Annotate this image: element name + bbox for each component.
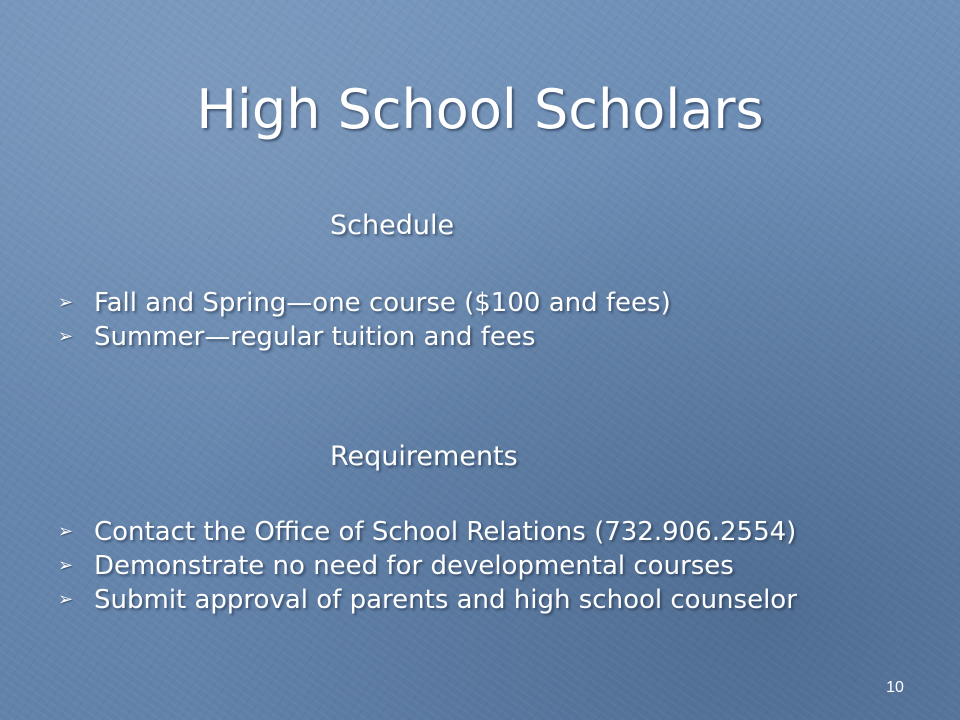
list-item-text: Demonstrate no need for developmental courses: [94, 551, 734, 581]
arrow-bullet-icon: ➢: [58, 555, 74, 576]
list-item: [58, 549, 797, 583]
list-item: [58, 286, 671, 320]
list-item: [58, 320, 671, 354]
section-heading-schedule: Schedule: [330, 210, 455, 241]
section-heading-requirements: Requirements: [330, 441, 518, 472]
list-item-text: Contact the Office of School Relations (732.906.2554): [94, 517, 797, 547]
arrow-bullet-icon: ➢: [58, 521, 74, 542]
page-number: 10: [886, 679, 904, 696]
schedule-list: [58, 286, 671, 354]
requirements-list: [58, 515, 797, 617]
arrow-bullet-icon: ➢: [58, 589, 74, 610]
list-item-text: Summer—regular tuition and fees: [94, 322, 536, 352]
list-item: [58, 515, 797, 549]
list-item-text: Submit approval of parents and high school counselor: [94, 585, 797, 615]
arrow-bullet-icon: ➢: [58, 326, 74, 347]
arrow-bullet-icon: ➢: [58, 292, 74, 313]
list-item-text: Fall and Spring—one course ($100 and fees): [94, 288, 671, 318]
slide-title: High School Scholars: [196, 78, 764, 141]
list-item: [58, 583, 797, 617]
